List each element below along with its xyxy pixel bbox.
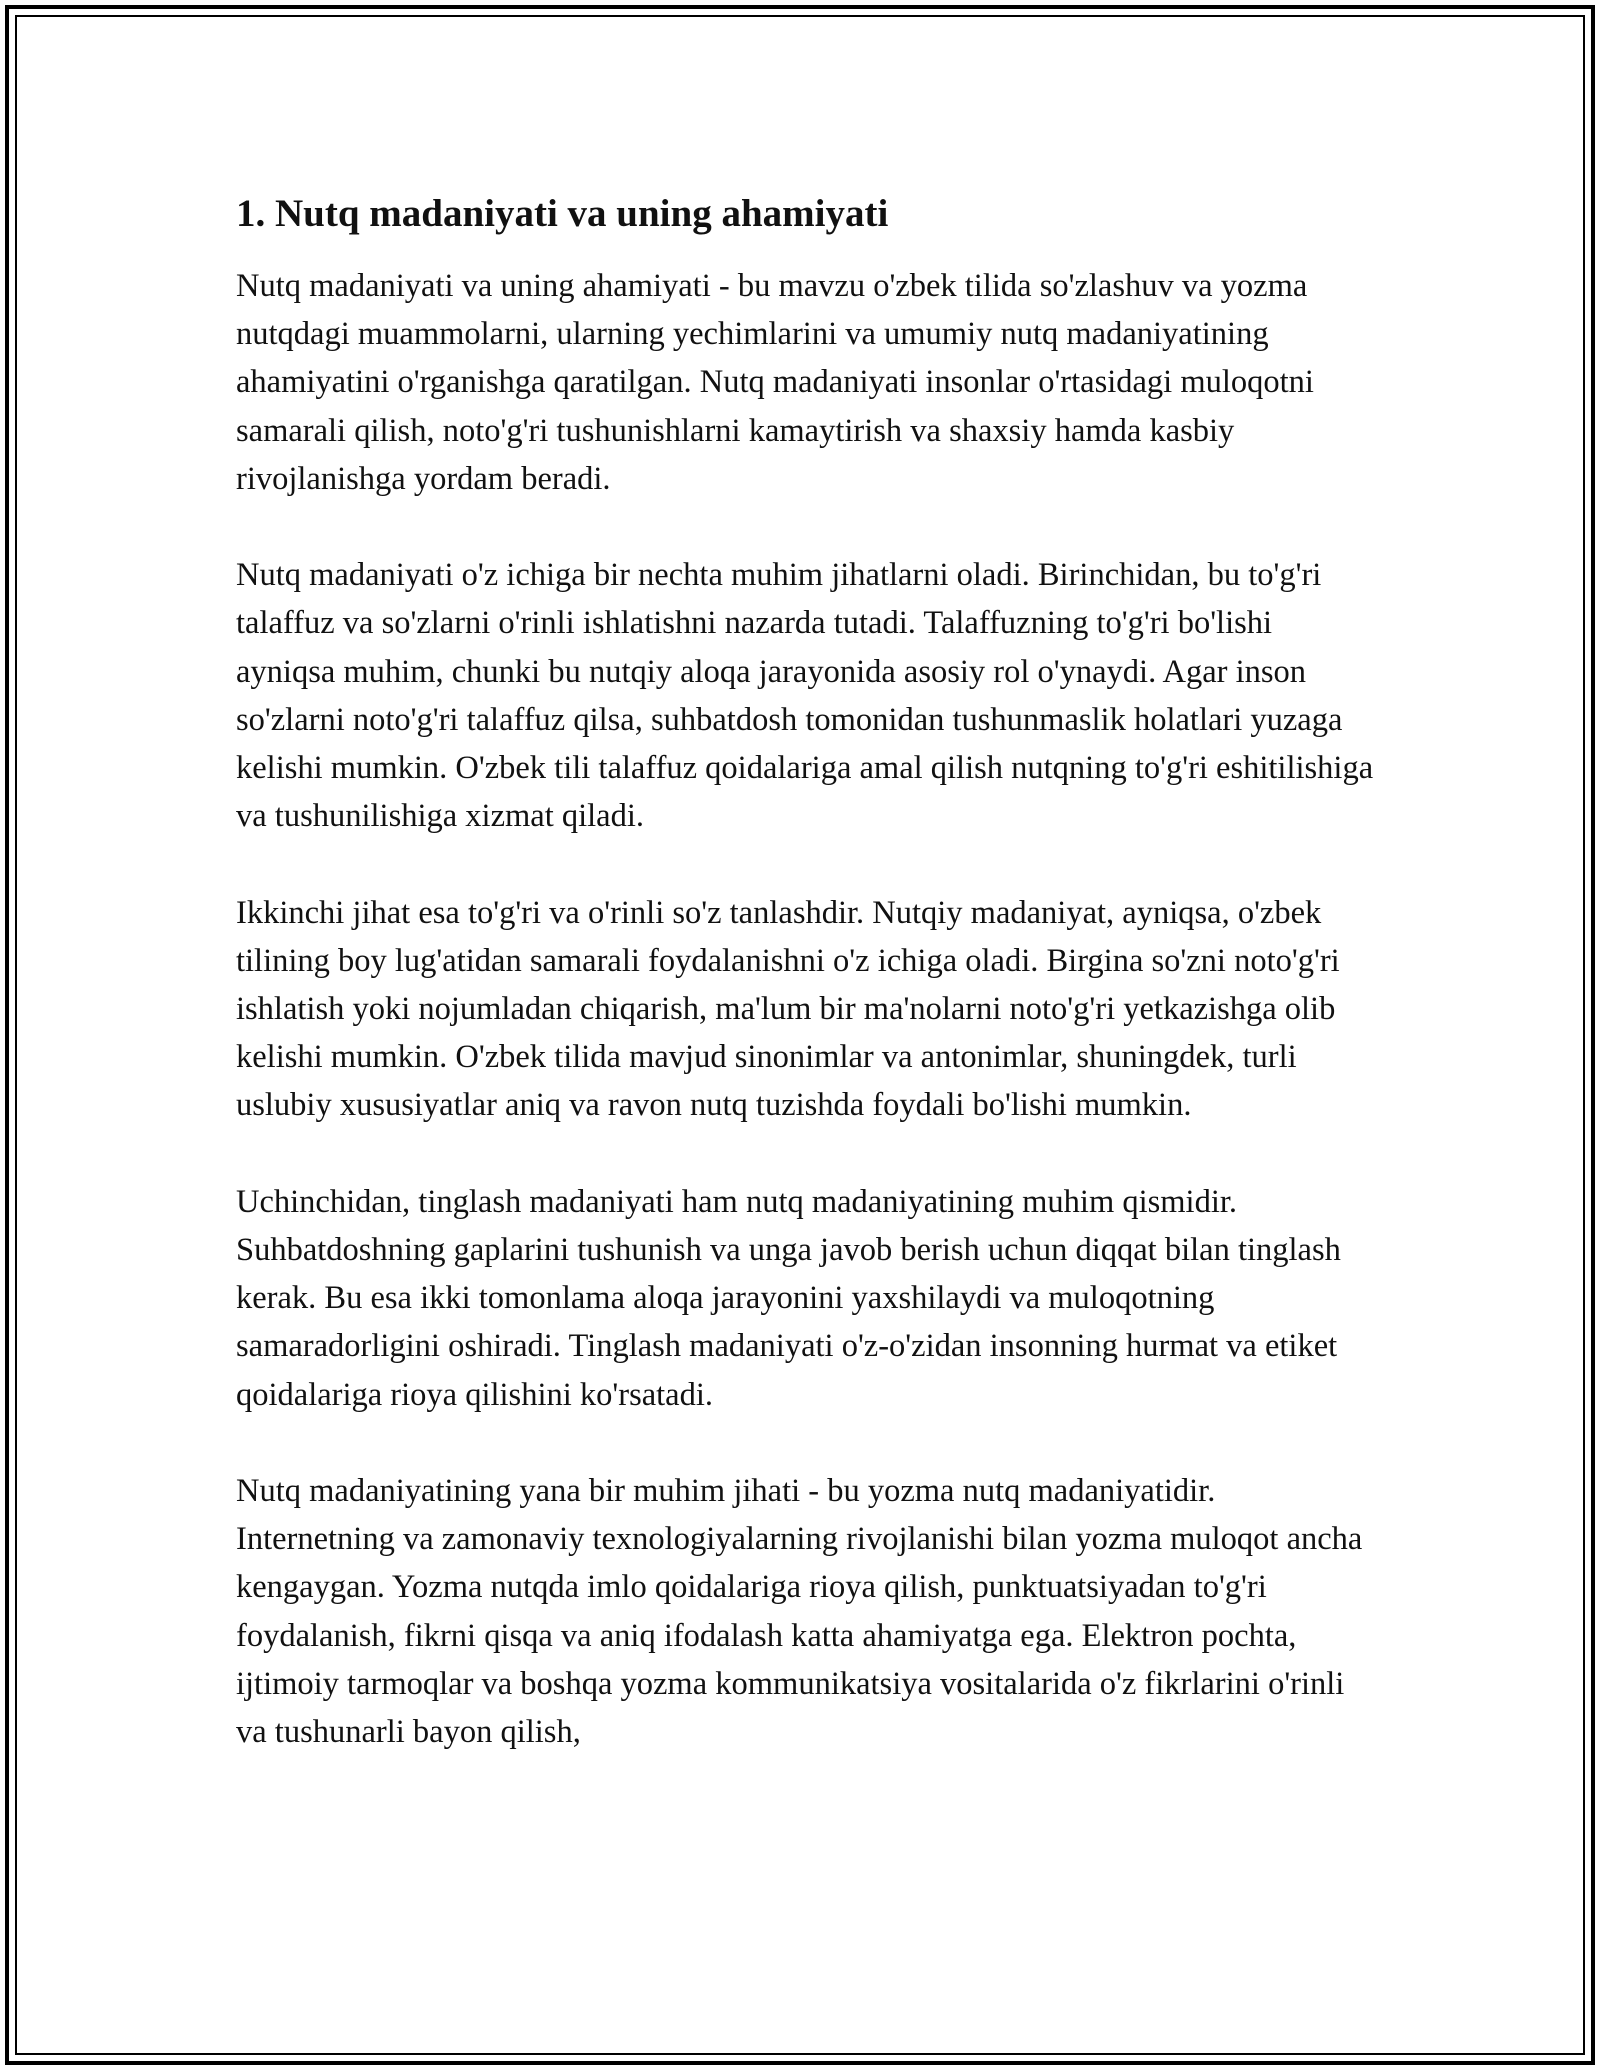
document-body [236,188,1376,1756]
paragraph-5: Nutq madaniyatining yana bir muhim jihati - bu yozma nutq madaniyatidir. Internetning va zamonaviy texnologiyalarning rivojlanishi bilan yozma muloqot ancha kengaygan. Yozma nutqda imlo qoidalariga rioya qilish, punktuatsiyadan to'g'ri foydalanish, fikrni qisqa va aniq ifodalash katta ahamiyatga ega. Elektron pochta, ijtimoiy tarmoqlar va boshqa yozma kommunikatsiya vositalarida o'z fikrlarini o'rinli va tushunarli bayon qilish, [236,1473,1363,1751]
section-title: 1. Nutq madaniyati va uning ahamiyati [236,192,889,235]
paragraph-3: Ikkinchi jihat esa to'g'ri va o'rinli so'z tanlashdir. Nutqiy madaniyat, ayniqsa, o'zbek tilining boy lug'atidan samarali foydalanishni o'z ichiga oladi. Birgina so'zni noto'g'ri ishlatish yoki nojumladan chiqarish, ma'lum bir ma'nolarni noto'g'ri yetkazishga olib kelishi mumkin. O'zbek tilida mavjud sinonimlar va antonimlar, shuningdek, turli uslubiy xususiyatlar aniq va ravon nutq tuzishda foydali bo'lishi mumkin. [236,894,1340,1124]
paragraph-4: Uchinchidan, tinglash madaniyati ham nutq madaniyatining muhim qismidir. Suhbatdoshning gaplarini tushunish va unga javob berish uchun diqqat bilan tinglash kerak. Bu esa ikki tomonlama aloqa jarayonini yaxshilaydi va muloqotning samaradorligini oshiradi. Tinglash madaniyati o'z-o'zidan insonning hurmat va etiket qoidalariga rioya qilishini ko'rsatadi. [236,1183,1341,1413]
paragraph-2: Nutq madaniyati o'z ichiga bir nechta muhim jihatlarni oladi. Birinchidan, bu to'g'ri talaffuz va so'zlarni o'rinli ishlatishni nazarda tutadi. Talaffuzning to'g'ri bo'lishi ayniqsa muhim, chunki bu nutqiy aloqa jarayonida asosiy rol o'ynaydi. Agar inson so'zlarni noto'g'ri talaffuz qilsa, suhbatdosh tomonidan tushunmaslik holatlari yuzaga kelishi mumkin. O'zbek tili talaffuz qoidalariga amal qilish nutqning to'g'ri eshitilishiga va tushunilishiga xizmat qiladi. [236,557,1374,835]
paragraph-1: Nutq madaniyati va uning ahamiyati - bu mavzu o'zbek tilida so'zlashuv va yozma nutqdagi muammolarni, ularning yechimlarini va umumiy nutq madaniyatining ahamiyatini o'rganishga qaratilgan. Nutq madaniyati insonlar o'rtasidagi muloqotni samarali qilish, noto'g'ri tushunishlarni kamaytirish va shaxsiy hamda kasbiy rivojlanishga yordam beradi. [236,268,1314,497]
